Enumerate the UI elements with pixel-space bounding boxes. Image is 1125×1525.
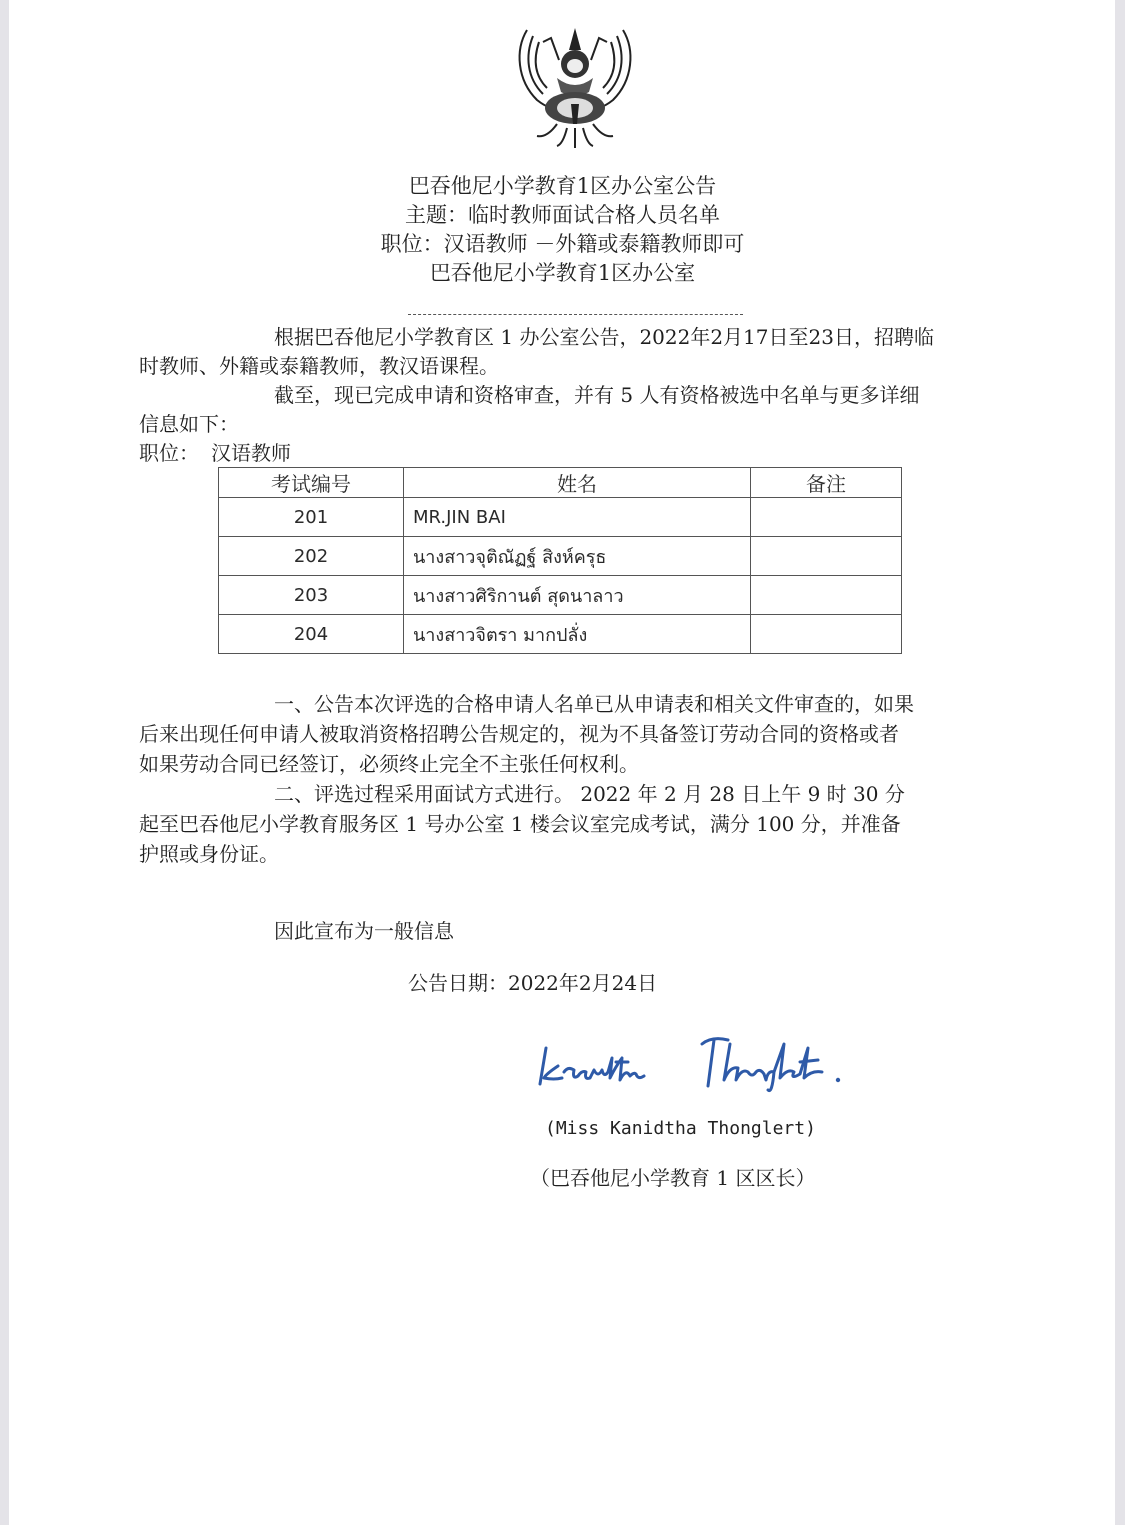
remarks-cell: [751, 615, 902, 654]
closing-statement: 因此宣布为一般信息: [274, 919, 454, 943]
dashed-separator: [408, 300, 743, 315]
signer-title: （巴吞他尼小学教育 1 区区长）: [530, 1166, 816, 1190]
exam-number-cell: 203: [219, 576, 404, 615]
position-line: [139, 439, 291, 468]
announcement-office-title: 巴吞他尼小学教育1区办公室公告: [408, 174, 717, 198]
note-1-line-1: 一、公告本次评选的合格申请人名单已从申请表和相关文件审查的，如果: [274, 692, 914, 716]
name-cell: นางสาวจิตรา มากปลั่ง: [404, 615, 751, 654]
name-cell: นางสาวศิริกานต์ สุดนาลาว: [404, 576, 751, 615]
position-label: 职位：: [139, 441, 199, 465]
signer-name: (Miss Kanidtha Thonglert): [545, 1118, 816, 1139]
table-row: [219, 615, 902, 654]
note-1-line-3: 如果劳动合同已经签订，必须终止完全不主张任何权利。: [139, 752, 639, 776]
position-value: 汉语教师: [211, 441, 291, 465]
name-cell: นางสาวจุติณัฏฐ์ สิงห์ครุธ: [404, 537, 751, 576]
intro-paragraph-2-line-2: 信息如下：: [139, 412, 239, 436]
note-1-line-2: 后来出现任何申请人被取消资格招聘公告规定的，视为不具备签订劳动合同的资格或者: [139, 722, 899, 746]
exam-number-cell: 202: [219, 537, 404, 576]
intro-paragraph-1-line-2: 时教师、外籍或泰籍教师，教汉语课程。: [139, 354, 499, 378]
intro-paragraph-2-line-1: 截至，现已完成申请和资格审查，并有 5 人有资格被选中名单与更多详细: [274, 383, 920, 407]
name-cell: MR.JIN BAI: [404, 498, 751, 537]
note-2-line-2: 起至巴吞他尼小学教育服务区 1 号办公室 1 楼会议室完成考试，满分 100 分，并准备: [139, 812, 901, 836]
column-header-remarks: 备注: [751, 468, 902, 498]
candidate-table: [218, 467, 902, 654]
remarks-cell: [751, 537, 902, 576]
announcement-issuer: 巴吞他尼小学教育1区办公室: [429, 261, 696, 285]
handwritten-signature: [532, 1022, 852, 1097]
exam-number-cell: 204: [219, 615, 404, 654]
garuda-emblem-icon: [507, 20, 643, 150]
exam-number-cell: 201: [219, 498, 404, 537]
remarks-cell: [751, 498, 902, 537]
column-header-exam-number: 考试编号: [219, 468, 404, 498]
note-2-line-1: 二、评选过程采用面试方式进行。 2022 年 2 月 28 日上午 9 时 30 分: [274, 782, 905, 806]
table-header-row: [219, 468, 902, 498]
intro-paragraph-1-line-1: 根据巴吞他尼小学教育区 1 办公室公告，2022年2月17日至23日，招聘临: [274, 325, 934, 349]
announcement-date: 公告日期：2022年2月24日: [408, 971, 658, 995]
table-row: [219, 537, 902, 576]
announcement-position: 职位：汉语教师 －外籍或泰籍教师即可: [380, 232, 745, 256]
note-2-line-3: 护照或身份证。: [139, 842, 279, 866]
table-row: [219, 576, 902, 615]
announcement-subject: 主题：临时教师面试合格人员名单: [405, 203, 720, 227]
remarks-cell: [751, 576, 902, 615]
column-header-name: 姓名: [404, 468, 751, 498]
table-row: [219, 498, 902, 537]
